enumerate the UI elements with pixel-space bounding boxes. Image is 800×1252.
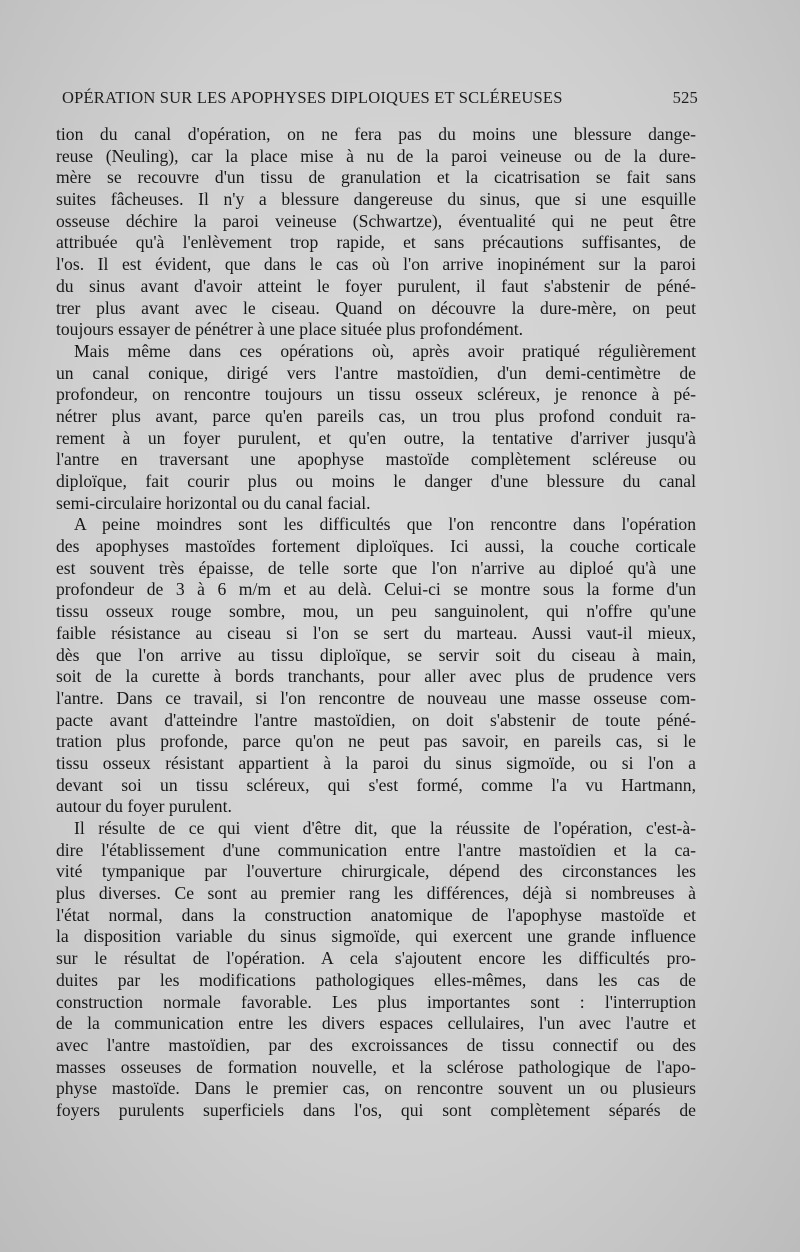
running-header <box>62 88 698 114</box>
text-line: Il résulte de ce qui vient d'être dit, que la réussite de l'opération, c'est-à- <box>74 818 696 838</box>
text-line: du sinus avant d'avoir atteint le foyer purulent, il faut s'abstenir de péné- <box>56 275 696 296</box>
text-line: masses osseuses de formation nouvelle, et la sclérose pathologique de l'apo- <box>56 1056 696 1077</box>
text-line: A peine moindres sont les difficultés que l'on rencontre dans l'opération <box>74 514 696 535</box>
text-line: pacte avant d'atteindre l'antre mastoïdien, on doit s'abstenir de toute péné- <box>56 709 696 730</box>
text-line: semi-circulaire horizontal ou du canal facial. <box>56 492 371 513</box>
text-line: sur le résultat de l'opération. A cela s'ajoutent encore les difficultés pro- <box>56 948 696 969</box>
body-text <box>56 124 696 1122</box>
text-line: faible résistance au ciseau si l'on se sert du marteau. Aussi vaut-il mieux, <box>56 622 696 643</box>
text-line: tissu osseux rouge sombre, mou, un peu sanguinolent, qui n'offre qu'une <box>56 601 696 622</box>
text-line: soit de la curette à bords tranchants, pour aller avec plus de prudence vers <box>56 666 696 687</box>
text-line: dès que l'on arrive au tissu diploïque, se servir soit du ciseau à main, <box>56 644 696 665</box>
page-number: 525 <box>672 88 698 107</box>
text-line: des apophyses mastoïdes fortement diploïques. Ici aussi, la couche corticale <box>56 536 696 557</box>
paragraph-3 <box>56 514 696 818</box>
paragraph-4 <box>56 818 696 1122</box>
text-line: physe mastoïde. Dans le premier cas, on rencontre souvent un ou plusieurs <box>56 1078 696 1099</box>
text-line: attribuée qu'à l'enlèvement trop rapide, et sans précautions suffisantes, de <box>56 232 696 253</box>
text-line: de la communication entre les divers espaces cellulaires, l'un avec l'autre et <box>56 1013 696 1034</box>
text-line: Mais même dans ces opérations où, après avoir pratiqué régulièrement <box>74 340 696 361</box>
text-line: mère se recouvre d'un tissu de granulation et la cicatrisation se fait sans <box>56 167 696 188</box>
text-line: tion du canal d'opération, on ne fera pas du moins une blessure dange- <box>56 124 696 144</box>
text-line: tration plus profonde, parce qu'on ne peut pas savoir, en pareils cas, si le <box>56 731 696 752</box>
text-line: vité tympanique par l'ouverture chirurgicale, dépend des circonstances les <box>56 861 696 882</box>
text-line: tissu osseux résistant appartient à la paroi du sinus sigmoïde, ou si l'on a <box>56 752 696 773</box>
text-line: suites fâcheuses. Il n'y a blessure dangereuse du sinus, que si une esquille <box>56 189 696 210</box>
text-line: devant soi un tissu scléreux, qui s'est formé, comme l'a vu Hartmann, <box>56 774 696 795</box>
text-line: l'état normal, dans la construction anatomique de l'apophyse mastoïde et <box>56 904 696 925</box>
text-line: autour du foyer purulent. <box>56 796 232 817</box>
text-line: l'antre en traversant une apophyse mastoïde complètement scléreuse ou <box>56 449 696 470</box>
text-line: foyers purulents superficiels dans l'os, qui sont complètement séparés de <box>56 1099 696 1120</box>
paragraph-1 <box>56 124 696 341</box>
text-line: nétrer plus avant, parce qu'en pareils cas, un trou plus profond conduit ra- <box>56 405 696 426</box>
text-line: diploïque, fait courir plus ou moins le danger d'une blessure du canal <box>56 471 696 491</box>
text-line: avec l'antre mastoïdien, par des excroissances de tissu connectif ou des <box>56 1034 696 1055</box>
text-line: l'os. Il est évident, que dans le cas où l'on arrive inopinément sur la paroi <box>56 254 696 275</box>
text-line: l'antre. Dans ce travail, si l'on rencontre de nouveau une masse osseuse com- <box>56 687 696 708</box>
paragraph-2 <box>56 341 696 515</box>
text-line: rement à un foyer purulent, et qu'en outre, la tentative d'arriver jusqu'à <box>56 427 696 448</box>
text-line: un canal conique, dirigé vers l'antre mastoïdien, d'un demi-centimètre de <box>56 362 696 383</box>
text-line: la disposition variable du sinus sigmoïde, qui exercent une grande influence <box>56 926 696 947</box>
text-line: trer plus avant avec le ciseau. Quand on découvre la dure-mère, on peut <box>56 297 696 318</box>
text-line: plus diverses. Ce sont au premier rang les différences, déjà si nombreuses à <box>56 883 696 904</box>
text-line: osseuse déchire la paroi veineuse (Schwartze), éventualité qui ne peut être <box>56 210 696 231</box>
text-line: profondeur, on rencontre toujours un tissu osseux scléreux, je renonce à pé- <box>56 384 696 405</box>
text-line: profondeur de 3 à 6 m/m et au delà. Celui-ci se montre sous la forme d'un <box>56 579 696 600</box>
text-line: construction normale favorable. Les plus importantes sont : l'interruption <box>56 991 696 1012</box>
text-line: toujours essayer de pénétrer à une place située plus profondément. <box>56 319 524 340</box>
text-line: dire l'établissement d'une communication entre l'antre mastoïdien et la ca- <box>56 839 696 860</box>
text-line: est souvent très épaisse, de telle sorte que l'on n'arrive au diploé qu'à une <box>56 557 696 578</box>
text-line: reuse (Neuling), car la place mise à nu de la paroi veineuse ou de la dure- <box>56 145 696 166</box>
running-title: OPÉRATION SUR LES APOPHYSES DIPLOIQUES ET SCLÉREUSES <box>62 88 563 107</box>
text-line: duites par les modifications pathologiques elles-mêmes, dans les cas de <box>56 969 696 990</box>
